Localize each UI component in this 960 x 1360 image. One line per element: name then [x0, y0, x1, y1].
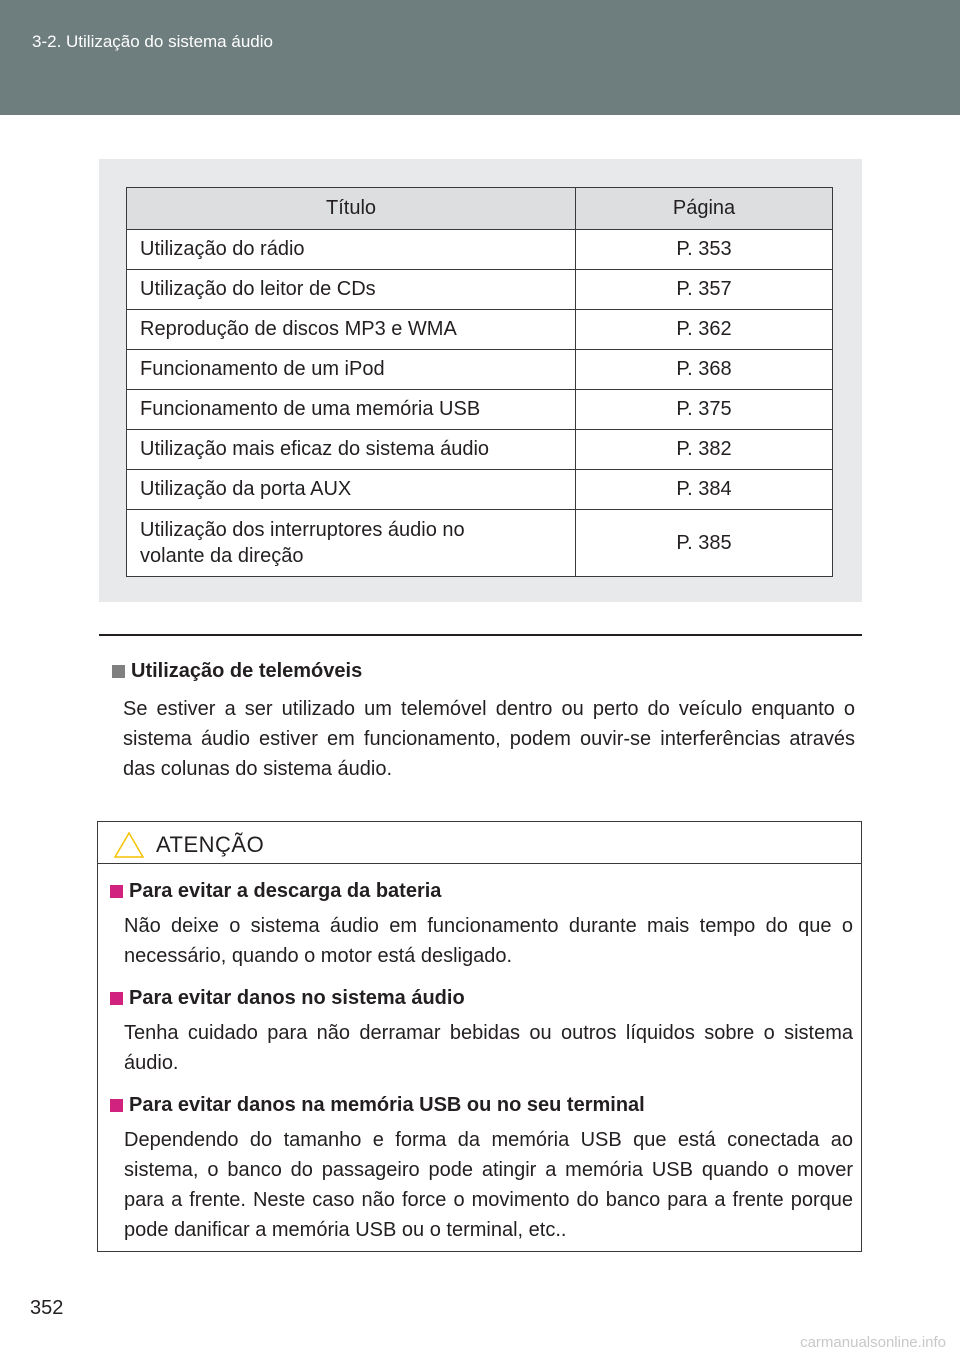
warning-item [98, 880, 853, 971]
row-title: Utilização do rádio [127, 230, 576, 270]
row-title-line: Utilização dos interruptores áudio no [140, 519, 465, 541]
row-title: Utilização mais eficaz do sistema áudio [127, 430, 576, 470]
warning-item-body: Não deixe o sistema áudio em funcionamento durante mais tempo do que o necessário, quando o motor está desligado. [124, 915, 853, 967]
column-header-title: Título [127, 188, 576, 230]
table-row [127, 510, 833, 577]
row-title: Utilização do leitor de CDs [127, 270, 576, 310]
warning-item-body: Tenha cuidado para não derramar bebidas ou outros líquidos sobre o sistema áudio. [124, 1022, 853, 1074]
warning-header [98, 822, 861, 864]
table-row [127, 270, 833, 310]
row-page: P. 375 [576, 390, 833, 430]
table-row [127, 310, 833, 350]
row-title-line: volante da direção [140, 545, 304, 567]
warning-item-heading-text: Para evitar a descarga da bateria [129, 880, 442, 902]
warning-box [97, 821, 862, 1252]
table-header-row [127, 188, 833, 230]
section-title: 3-2. Utilização do sistema áudio [32, 32, 273, 51]
row-page: P. 384 [576, 470, 833, 510]
table-row [127, 470, 833, 510]
warning-item [98, 987, 853, 1078]
row-title: Reprodução de discos MP3 e WMA [127, 310, 576, 350]
row-page: P. 382 [576, 430, 833, 470]
info-heading [112, 660, 855, 683]
warning-item [98, 1094, 853, 1245]
contents-table [126, 187, 833, 577]
table-row [127, 230, 833, 270]
table-row [127, 430, 833, 470]
square-bullet-icon [110, 885, 123, 898]
row-page: P. 362 [576, 310, 833, 350]
page-number: 352 [30, 1297, 64, 1319]
warning-item-heading [110, 987, 853, 1010]
info-section [99, 660, 855, 784]
row-title: Funcionamento de uma memória USB [127, 390, 576, 430]
column-header-page: Página [576, 188, 833, 230]
info-body: Se estiver a ser utilizado um telemóvel dentro ou perto do veículo enquanto o sistema áudio estiver em funcionamento, podem ouvir-se interferências através das colunas do sistema áudio. [123, 698, 855, 780]
table-row [127, 350, 833, 390]
warning-title: ATENÇÃO [156, 832, 265, 857]
row-page: P. 353 [576, 230, 833, 270]
row-title: Utilização da porta AUX [127, 470, 576, 510]
warning-item-body: Dependendo do tamanho e forma da memória USB que está conectada ao sistema, o banco do passageiro pode atingir a memória USB quando o mover para a frente. Neste caso não force o movimento do banco para a frente porque pode danificar a memória USB ou o terminal, etc.. [124, 1129, 853, 1241]
table-row [127, 390, 833, 430]
section-header-bar [0, 0, 960, 115]
warning-item-heading [110, 1094, 853, 1117]
square-bullet-icon [112, 665, 125, 678]
info-heading-text: Utilização de telemóveis [131, 660, 363, 682]
row-page: P. 357 [576, 270, 833, 310]
warning-triangle-icon [114, 832, 144, 858]
warning-item-heading [110, 880, 853, 903]
row-page: P. 368 [576, 350, 833, 390]
row-title [127, 510, 576, 577]
section-divider [99, 634, 862, 636]
watermark: carmanualsonline.info [800, 1334, 946, 1351]
row-page: P. 385 [576, 510, 833, 577]
square-bullet-icon [110, 992, 123, 1005]
row-title: Funcionamento de um iPod [127, 350, 576, 390]
warning-item-heading-text: Para evitar danos no sistema áudio [129, 987, 465, 1009]
square-bullet-icon [110, 1099, 123, 1112]
warning-item-heading-text: Para evitar danos na memória USB ou no seu terminal [129, 1094, 645, 1116]
